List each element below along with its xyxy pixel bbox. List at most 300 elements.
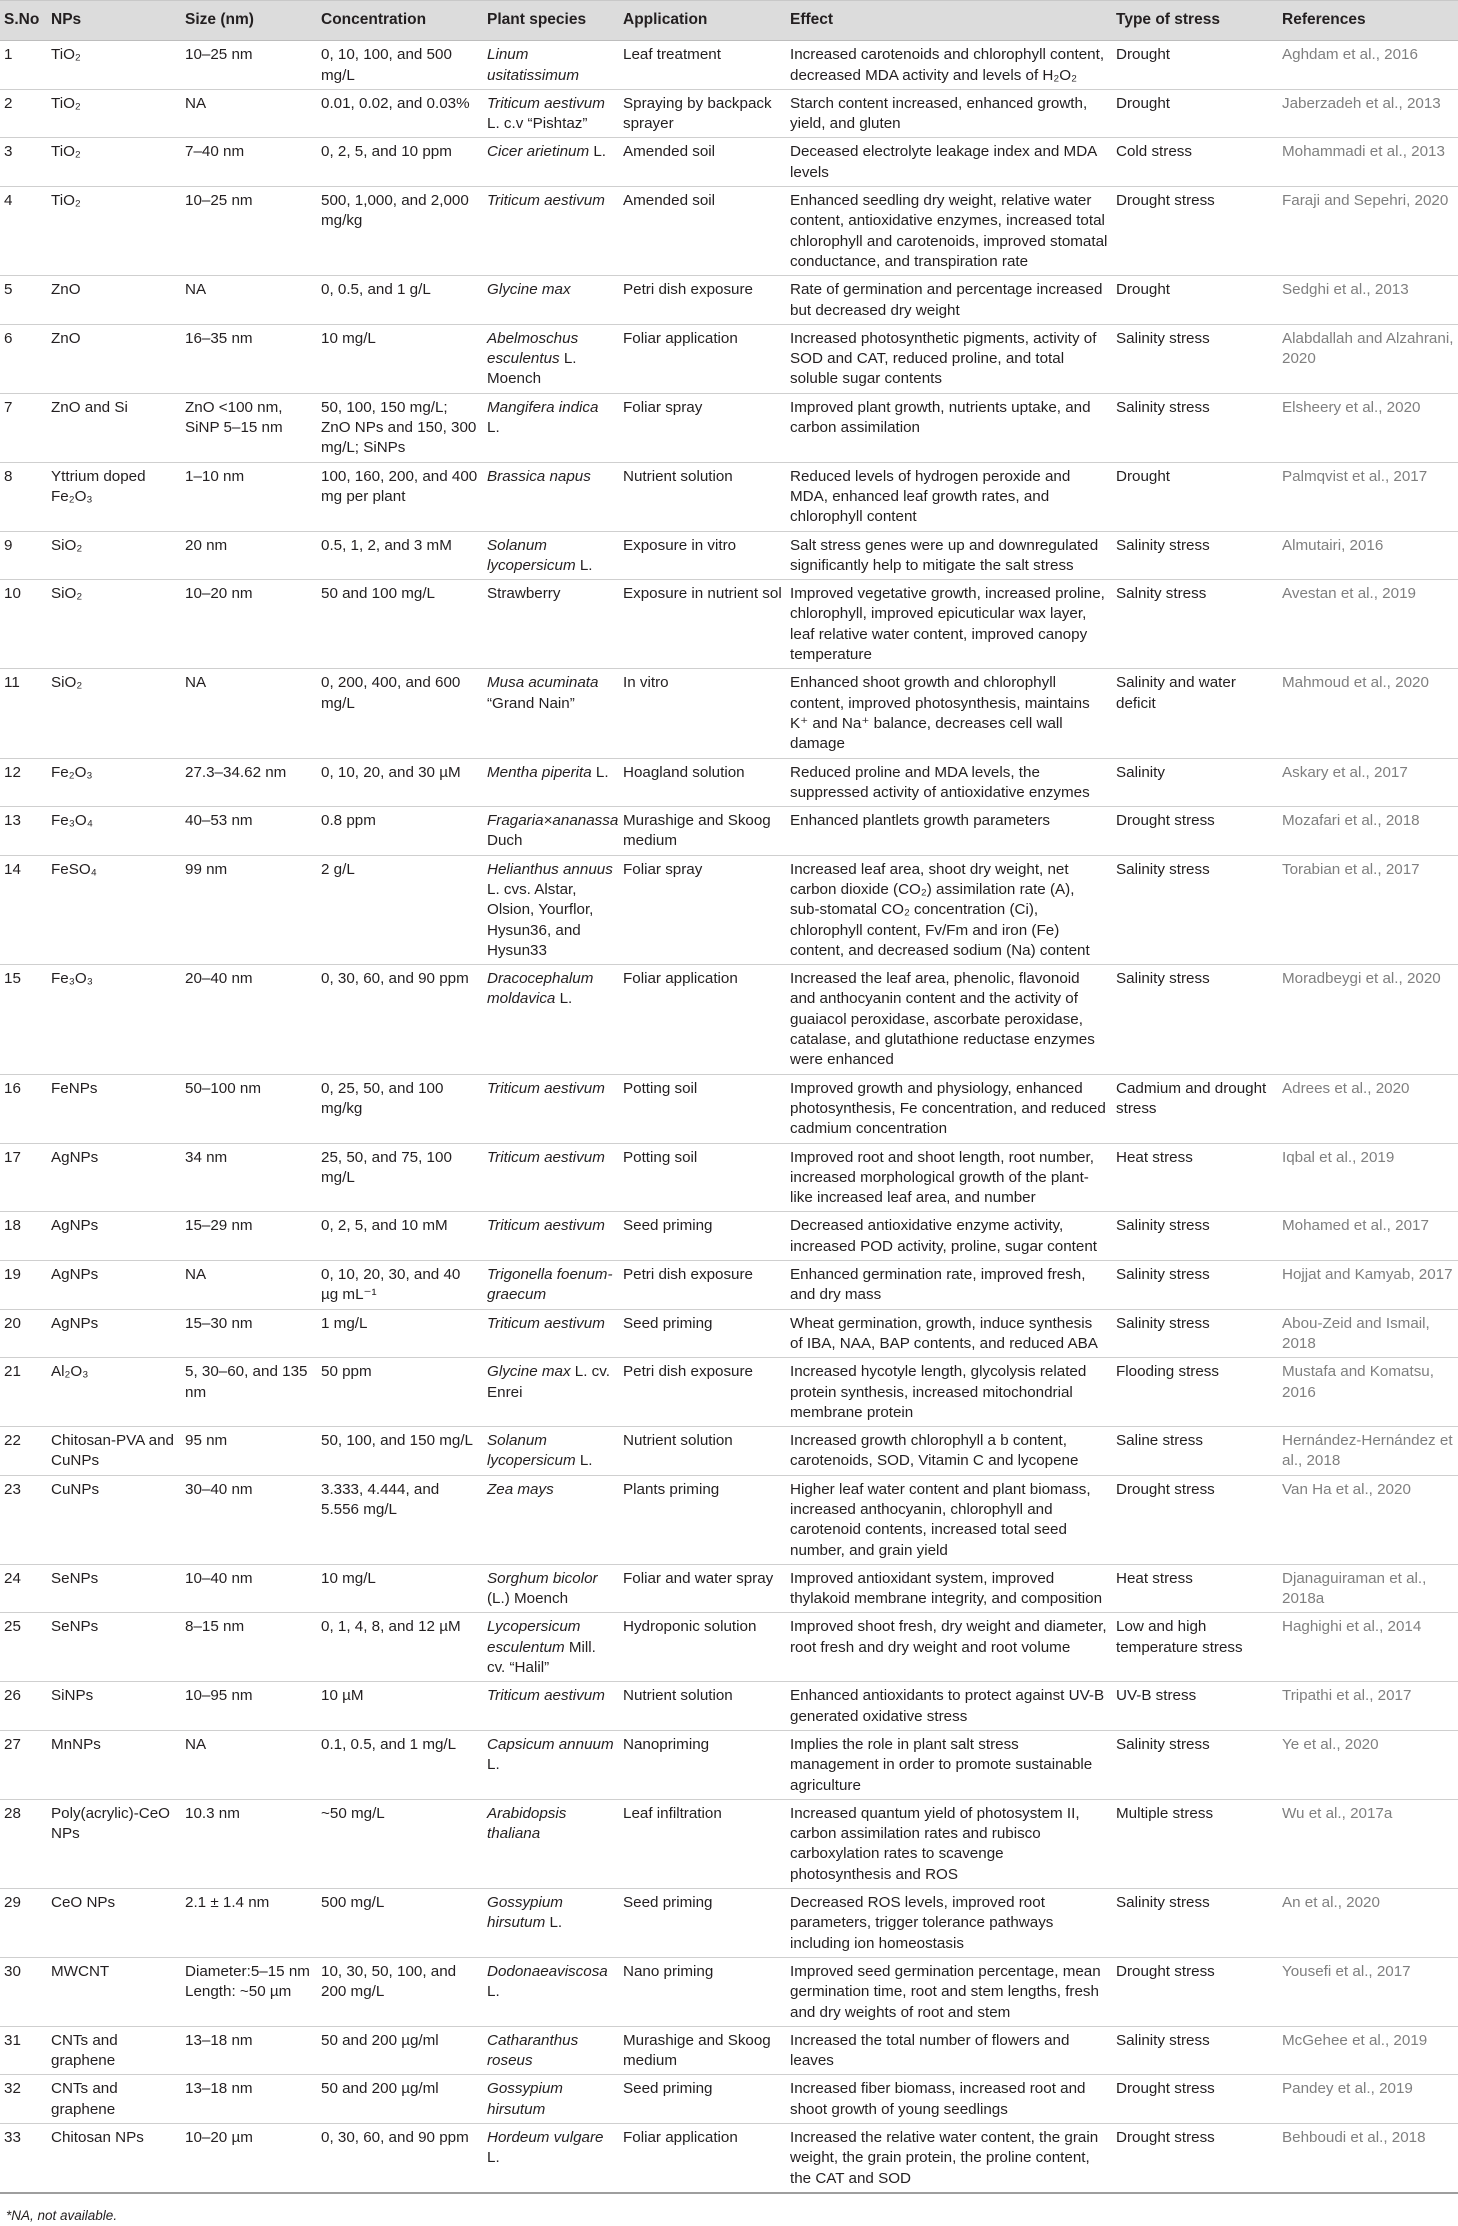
table-row: [0, 1143, 1458, 1212]
species-name: Gossypium hirsutum: [487, 1894, 563, 1932]
col-header-application: Application: [619, 1, 786, 41]
cell-size: 10.3 nm: [181, 1799, 317, 1888]
species-name: Abelmoschus esculentus: [487, 329, 579, 368]
species-name: Solanum lycopersicum: [487, 536, 576, 574]
cell-reference: Mustafa and Komatsu, 2016: [1278, 1358, 1458, 1427]
table-row: [0, 2075, 1458, 2124]
cell-reference: Yousefi et al., 2017: [1278, 1957, 1458, 2026]
cell-sno: 30: [0, 1957, 47, 2026]
species-name: Lycopersicum esculentum: [487, 1618, 581, 1656]
cell-size: 40–53 nm: [181, 807, 317, 856]
col-header-effect: Effect: [786, 1, 1112, 41]
table-body: [0, 41, 1458, 2193]
cell-concentration: 500 mg/L: [317, 1889, 483, 1958]
cell-reference: Hernández-Hernández et al., 2018: [1278, 1427, 1458, 1476]
cell-stress-type: Salinity stress: [1112, 2026, 1278, 2075]
species-name: Capsicum annuum: [487, 1735, 614, 1753]
cell-plant-species: [483, 276, 619, 325]
cell-application: Spraying by backpack sprayer: [619, 89, 786, 138]
cell-effect: Improved growth and physiology, enhanced photosynthesis, Fe concentration, and reduced cadmium concentration: [786, 1074, 1112, 1143]
cell-reference: Mozafari et al., 2018: [1278, 807, 1458, 856]
cell-stress-type: Flooding stress: [1112, 1358, 1278, 1427]
cell-sno: 2: [0, 89, 47, 138]
cell-concentration: 100, 160, 200, and 400 mg per plant: [317, 462, 483, 531]
table-row: [0, 1261, 1458, 1310]
cell-sno: 18: [0, 1212, 47, 1261]
cell-effect: Wheat germination, growth, induce synthesis of IBA, NAA, BAP contents, and reduced ABA: [786, 1309, 1112, 1358]
cell-reference: Faraji and Sepehri, 2020: [1278, 187, 1458, 276]
cell-concentration: 50, 100, and 150 mg/L: [317, 1427, 483, 1476]
table-row: [0, 531, 1458, 580]
table-row: [0, 1613, 1458, 1682]
species-qualifier: L.: [591, 763, 609, 781]
species-name: Glycine max: [487, 1363, 571, 1381]
cell-sno: 32: [0, 2075, 47, 2124]
species-name: Dracocephalum moldavica: [487, 970, 594, 1008]
cell-effect: Implies the role in plant salt stress management in order to promote sustainable agriculture: [786, 1730, 1112, 1799]
cell-stress-type: Salinity stress: [1112, 1889, 1278, 1958]
cell-sno: 7: [0, 393, 47, 462]
species-qualifier: L. cv. Enrei: [487, 1363, 610, 1401]
species-name: Triticum aestivum: [487, 192, 605, 210]
cell-plant-species: [483, 324, 619, 393]
cell-concentration: 0, 2, 5, and 10 ppm: [317, 138, 483, 187]
cell-reference: Tripathi et al., 2017: [1278, 1682, 1458, 1731]
cell-application: Seed priming: [619, 1309, 786, 1358]
cell-np: FeSO₄: [47, 855, 181, 964]
cell-concentration: 2 g/L: [317, 855, 483, 964]
table-row: [0, 1212, 1458, 1261]
cell-stress-type: Drought: [1112, 276, 1278, 325]
cell-reference: Abou-Zeid and Ismail, 2018: [1278, 1309, 1458, 1358]
cell-size: 8–15 nm: [181, 1613, 317, 1682]
cell-effect: Increased growth chlorophyll a b content, carotenoids, SOD, Vitamin C and lycopene: [786, 1427, 1112, 1476]
cell-concentration: 0, 30, 60, and 90 ppm: [317, 2124, 483, 2193]
cell-application: Plants priming: [619, 1475, 786, 1564]
cell-effect: Reduced levels of hydrogen peroxide and MDA, enhanced leaf growth rates, and chlorophyll content: [786, 462, 1112, 531]
cell-effect: Improved plant growth, nutrients uptake, and carbon assimilation: [786, 393, 1112, 462]
cell-np: MWCNT: [47, 1957, 181, 2026]
species-qualifier: L.: [545, 1914, 563, 1932]
cell-stress-type: Drought stress: [1112, 1957, 1278, 2026]
species-qualifier: Mill. cv. “Halil”: [487, 1638, 596, 1677]
species-qualifier: L.: [487, 1983, 500, 2001]
table-row: [0, 1427, 1458, 1476]
species-name: Cicer arietinum: [487, 143, 590, 161]
cell-sno: 14: [0, 855, 47, 964]
table-row: [0, 1730, 1458, 1799]
species-name: Triticum aestivum: [487, 1079, 605, 1097]
cell-plant-species: [483, 1261, 619, 1310]
cell-application: Exposure in nutrient sol: [619, 580, 786, 669]
cell-concentration: 0, 10, 20, 30, and 40 µg mL⁻¹: [317, 1261, 483, 1310]
cell-sno: 11: [0, 669, 47, 758]
cell-plant-species: [483, 758, 619, 807]
cell-sno: 17: [0, 1143, 47, 1212]
table-row: [0, 758, 1458, 807]
cell-stress-type: Drought stress: [1112, 2075, 1278, 2124]
cell-reference: Palmqvist et al., 2017: [1278, 462, 1458, 531]
cell-plant-species: [483, 1564, 619, 1613]
cell-plant-species: [483, 1427, 619, 1476]
cell-np: AgNPs: [47, 1143, 181, 1212]
species-qualifier: L.: [555, 990, 573, 1008]
table-row: [0, 2026, 1458, 2075]
cell-concentration: 10 mg/L: [317, 324, 483, 393]
table-row: [0, 1309, 1458, 1358]
cell-effect: Decreased ROS levels, improved root parameters, trigger tolerance pathways including ion homeostasis: [786, 1889, 1112, 1958]
cell-reference: Aghdam et al., 2016: [1278, 41, 1458, 90]
cell-effect: Increased the leaf area, phenolic, flavonoid and anthocyanin content and the activity of guaiacol peroxidase, ascorbate peroxidase, catalase, and glutathione reductase enzymes were enhanced: [786, 965, 1112, 1074]
cell-stress-type: Salinity stress: [1112, 1212, 1278, 1261]
cell-concentration: 25, 50, and 75, 100 mg/L: [317, 1143, 483, 1212]
cell-concentration: 10 µM: [317, 1682, 483, 1731]
cell-plant-species: [483, 1613, 619, 1682]
cell-application: Seed priming: [619, 1212, 786, 1261]
cell-plant-species: [483, 1143, 619, 1212]
cell-stress-type: Salinity stress: [1112, 531, 1278, 580]
species-qualifier: L.: [575, 1452, 593, 1470]
cell-stress-type: Salinity: [1112, 758, 1278, 807]
cell-application: Potting soil: [619, 1143, 786, 1212]
cell-np: Fe₃O₃: [47, 965, 181, 1074]
cell-plant-species: [483, 965, 619, 1074]
table-row: [0, 1799, 1458, 1888]
cell-np: Fe₃O₄: [47, 807, 181, 856]
cell-reference: Torabian et al., 2017: [1278, 855, 1458, 964]
cell-size: 20 nm: [181, 531, 317, 580]
cell-sno: 19: [0, 1261, 47, 1310]
cell-stress-type: Salinity stress: [1112, 1730, 1278, 1799]
cell-effect: Improved antioxidant system, improved thylakoid membrane integrity, and composition: [786, 1564, 1112, 1613]
cell-application: Nutrient solution: [619, 1427, 786, 1476]
cell-size: 5, 30–60, and 135 nm: [181, 1358, 317, 1427]
species-name: Catharanthus roseus: [487, 2031, 579, 2070]
species-qualifier: Strawberry: [487, 585, 561, 603]
cell-concentration: 0.01, 0.02, and 0.03%: [317, 89, 483, 138]
cell-stress-type: Salinity stress: [1112, 393, 1278, 462]
cell-stress-type: Drought stress: [1112, 1475, 1278, 1564]
cell-size: 10–25 nm: [181, 41, 317, 90]
col-header-nps: NPs: [47, 1, 181, 41]
species-qualifier: L.: [575, 556, 593, 574]
cell-application: Petri dish exposure: [619, 276, 786, 325]
cell-effect: Higher leaf water content and plant biomass, increased anthocyanin, chlorophyll and carotenoid contents, increased total seed number, and grain yield: [786, 1475, 1112, 1564]
cell-np: CeO NPs: [47, 1889, 181, 1958]
species-qualifier: L. cvs. Alstar, Olsion, Yourflor, Hysun36, and Hysun33: [487, 880, 594, 959]
cell-size: NA: [181, 1261, 317, 1310]
cell-sno: 29: [0, 1889, 47, 1958]
table-row: [0, 669, 1458, 758]
cell-effect: Rate of germination and percentage increased but decreased dry weight: [786, 276, 1112, 325]
cell-plant-species: [483, 669, 619, 758]
table-row: [0, 965, 1458, 1074]
cell-plant-species: [483, 2026, 619, 2075]
species-name: Arabidopsis thaliana: [487, 1804, 567, 1843]
cell-sno: 33: [0, 2124, 47, 2193]
cell-size: 15–29 nm: [181, 1212, 317, 1261]
cell-effect: Starch content increased, enhanced growth, yield, and gluten: [786, 89, 1112, 138]
cell-size: Diameter:5–15 nm Length: ~50 µm: [181, 1957, 317, 2026]
table-row: [0, 462, 1458, 531]
cell-application: In vitro: [619, 669, 786, 758]
col-header-sno: S.No: [0, 1, 47, 41]
cell-effect: Improved root and shoot length, root number, increased morphological growth of the plant-like increased leaf area, and number: [786, 1143, 1112, 1212]
cell-concentration: 50 ppm: [317, 1358, 483, 1427]
cell-np: CuNPs: [47, 1475, 181, 1564]
cell-effect: Deceased electrolyte leakage index and MDA levels: [786, 138, 1112, 187]
table-row: [0, 807, 1458, 856]
cell-concentration: 0, 10, 100, and 500 mg/L: [317, 41, 483, 90]
species-name: Sorghum bicolor: [487, 1569, 598, 1587]
species-qualifier: L.: [487, 2149, 500, 2167]
species-name: Gossypium hirsutum: [487, 2080, 563, 2118]
cell-size: NA: [181, 89, 317, 138]
table-row: [0, 1358, 1458, 1427]
cell-concentration: 50 and 200 µg/ml: [317, 2075, 483, 2124]
cell-application: Leaf infiltration: [619, 1799, 786, 1888]
col-header-references: References: [1278, 1, 1458, 41]
cell-application: Petri dish exposure: [619, 1261, 786, 1310]
cell-np: Chitosan NPs: [47, 2124, 181, 2193]
table-row: [0, 187, 1458, 276]
cell-application: Hoagland solution: [619, 758, 786, 807]
cell-stress-type: Salinity stress: [1112, 855, 1278, 964]
cell-effect: Improved seed germination percentage, mean germination time, root and stem lengths, fresh and dry weights of root and stem: [786, 1957, 1112, 2026]
cell-reference: McGehee et al., 2019: [1278, 2026, 1458, 2075]
cell-stress-type: Drought: [1112, 41, 1278, 90]
cell-size: ZnO <100 nm, SiNP 5–15 nm: [181, 393, 317, 462]
cell-size: 1–10 nm: [181, 462, 317, 531]
cell-concentration: 0, 30, 60, and 90 ppm: [317, 965, 483, 1074]
cell-concentration: 50 and 200 µg/ml: [317, 2026, 483, 2075]
species-qualifier: L. c.v “Pishtaz”: [487, 115, 588, 133]
table-row: [0, 1957, 1458, 2026]
cell-effect: Improved vegetative growth, increased proline, chlorophyll, improved epicuticular wax layer, leaf relative water content, improved canopy temperature: [786, 580, 1112, 669]
cell-np: ZnO: [47, 324, 181, 393]
cell-concentration: 0, 200, 400, and 600 mg/L: [317, 669, 483, 758]
cell-sno: 27: [0, 1730, 47, 1799]
cell-plant-species: [483, 1212, 619, 1261]
species-qualifier: L.: [487, 1756, 500, 1774]
cell-reference: Mahmoud et al., 2020: [1278, 669, 1458, 758]
cell-application: Foliar application: [619, 2124, 786, 2193]
cell-plant-species: [483, 1889, 619, 1958]
col-header-stress: Type of stress: [1112, 1, 1278, 41]
cell-application: Foliar application: [619, 324, 786, 393]
cell-concentration: 50, 100, 150 mg/L; ZnO NPs and 150, 300 mg/L; SiNPs: [317, 393, 483, 462]
cell-plant-species: [483, 1309, 619, 1358]
cell-sno: 10: [0, 580, 47, 669]
cell-stress-type: Salinity stress: [1112, 324, 1278, 393]
species-qualifier: L. Moench: [487, 350, 577, 388]
cell-reference: Askary et al., 2017: [1278, 758, 1458, 807]
cell-effect: Salt stress genes were up and downregulated significantly help to mitigate the salt stress: [786, 531, 1112, 580]
species-name: Solanum lycopersicum: [487, 1432, 576, 1470]
cell-sno: 24: [0, 1564, 47, 1613]
species-qualifier: Duch: [487, 832, 523, 850]
cell-reference: Djanaguiraman et al., 2018a: [1278, 1564, 1458, 1613]
cell-application: Amended soil: [619, 187, 786, 276]
cell-effect: Decreased antioxidative enzyme activity, increased POD activity, proline, sugar content: [786, 1212, 1112, 1261]
cell-np: FeNPs: [47, 1074, 181, 1143]
cell-np: CNTs and graphene: [47, 2075, 181, 2124]
cell-effect: Increased the relative water content, the grain weight, the grain protein, the proline content, the CAT and SOD: [786, 2124, 1112, 2193]
table-header-row: [0, 1, 1458, 41]
cell-plant-species: [483, 462, 619, 531]
cell-np: Chitosan-PVA and CuNPs: [47, 1427, 181, 1476]
cell-application: Nutrient solution: [619, 462, 786, 531]
species-name: Fragaria×ananassa: [487, 812, 619, 830]
cell-sno: 4: [0, 187, 47, 276]
species-qualifier: L.: [487, 419, 500, 437]
cell-np: SiO₂: [47, 531, 181, 580]
cell-stress-type: Salinity stress: [1112, 1309, 1278, 1358]
species-name: Mentha piperita: [487, 763, 592, 781]
cell-size: 2.1 ± 1.4 nm: [181, 1889, 317, 1958]
cell-np: TiO₂: [47, 89, 181, 138]
cell-reference: Almutairi, 2016: [1278, 531, 1458, 580]
cell-plant-species: [483, 187, 619, 276]
table-row: [0, 1074, 1458, 1143]
cell-reference: Avestan et al., 2019: [1278, 580, 1458, 669]
cell-stress-type: Drought stress: [1112, 187, 1278, 276]
cell-size: 34 nm: [181, 1143, 317, 1212]
cell-effect: Increased photosynthetic pigments, activity of SOD and CAT, reduced proline, and total soluble sugar contents: [786, 324, 1112, 393]
cell-stress-type: Low and high temperature stress: [1112, 1613, 1278, 1682]
species-name: Zea mays: [487, 1480, 554, 1498]
cell-reference: Hojjat and Kamyab, 2017: [1278, 1261, 1458, 1310]
species-qualifier: “Grand Nain”: [487, 694, 575, 712]
species-name: Trigonella foenum-graecum: [487, 1266, 613, 1304]
cell-stress-type: Multiple stress: [1112, 1799, 1278, 1888]
cell-stress-type: Drought: [1112, 462, 1278, 531]
cell-size: NA: [181, 1730, 317, 1799]
cell-np: ZnO: [47, 276, 181, 325]
cell-np: TiO₂: [47, 187, 181, 276]
cell-application: Petri dish exposure: [619, 1358, 786, 1427]
cell-stress-type: Salinity stress: [1112, 1261, 1278, 1310]
cell-np: Poly(acrylic)-CeO NPs: [47, 1799, 181, 1888]
species-name: Triticum aestivum: [487, 94, 605, 112]
cell-sno: 15: [0, 965, 47, 1074]
col-header-size: Size (nm): [181, 1, 317, 41]
cell-reference: Behboudi et al., 2018: [1278, 2124, 1458, 2193]
col-header-concentration: Concentration: [317, 1, 483, 41]
table-row: [0, 1564, 1458, 1613]
cell-plant-species: [483, 855, 619, 964]
species-name: Dodonaeaviscosa: [487, 1962, 608, 1980]
cell-reference: Mohammadi et al., 2013: [1278, 138, 1458, 187]
cell-sno: 22: [0, 1427, 47, 1476]
cell-size: 10–25 nm: [181, 187, 317, 276]
cell-reference: Jaberzadeh et al., 2013: [1278, 89, 1458, 138]
cell-application: Foliar and water spray: [619, 1564, 786, 1613]
cell-concentration: 0, 1, 4, 8, and 12 µM: [317, 1613, 483, 1682]
cell-concentration: 10, 30, 50, 100, and 200 mg/L: [317, 1957, 483, 2026]
cell-sno: 6: [0, 324, 47, 393]
cell-size: 16–35 nm: [181, 324, 317, 393]
table-row: [0, 89, 1458, 138]
cell-concentration: 3.333, 4.444, and 5.556 mg/L: [317, 1475, 483, 1564]
cell-concentration: 1 mg/L: [317, 1309, 483, 1358]
cell-np: AgNPs: [47, 1309, 181, 1358]
species-name: Glycine max: [487, 281, 571, 299]
cell-size: 13–18 nm: [181, 2026, 317, 2075]
cell-effect: Increased hycotyle length, glycolysis related protein synthesis, increased mitochondrial membrane protein: [786, 1358, 1112, 1427]
cell-application: Foliar application: [619, 965, 786, 1074]
cell-plant-species: [483, 393, 619, 462]
cell-reference: Elsheery et al., 2020: [1278, 393, 1458, 462]
cell-stress-type: UV-B stress: [1112, 1682, 1278, 1731]
cell-application: Potting soil: [619, 1074, 786, 1143]
cell-effect: Enhanced plantlets growth parameters: [786, 807, 1112, 856]
cell-sno: 1: [0, 41, 47, 90]
cell-size: 27.3–34.62 nm: [181, 758, 317, 807]
cell-sno: 21: [0, 1358, 47, 1427]
cell-effect: Increased fiber biomass, increased root and shoot growth of young seedlings: [786, 2075, 1112, 2124]
cell-effect: Increased carotenoids and chlorophyll content, decreased MDA activity and levels of H₂O₂: [786, 41, 1112, 90]
cell-reference: Pandey et al., 2019: [1278, 2075, 1458, 2124]
table-row: [0, 855, 1458, 964]
species-name: Triticum aestivum: [487, 1314, 605, 1332]
cell-size: 10–20 nm: [181, 580, 317, 669]
cell-sno: 28: [0, 1799, 47, 1888]
cell-size: NA: [181, 669, 317, 758]
cell-size: 50–100 nm: [181, 1074, 317, 1143]
cell-size: 20–40 nm: [181, 965, 317, 1074]
species-name: Triticum aestivum: [487, 1687, 605, 1705]
cell-stress-type: Drought stress: [1112, 2124, 1278, 2193]
cell-application: Foliar spray: [619, 855, 786, 964]
cell-concentration: 0, 10, 20, and 30 µM: [317, 758, 483, 807]
cell-plant-species: [483, 41, 619, 90]
cell-np: CNTs and graphene: [47, 2026, 181, 2075]
cell-reference: Mohamed et al., 2017: [1278, 1212, 1458, 1261]
cell-concentration: 50 and 100 mg/L: [317, 580, 483, 669]
cell-np: SeNPs: [47, 1564, 181, 1613]
cell-effect: Reduced proline and MDA levels, the suppressed activity of antioxidative enzymes: [786, 758, 1112, 807]
cell-sno: 12: [0, 758, 47, 807]
cell-plant-species: [483, 580, 619, 669]
cell-application: Seed priming: [619, 2075, 786, 2124]
cell-size: 95 nm: [181, 1427, 317, 1476]
cell-plant-species: [483, 89, 619, 138]
cell-reference: Van Ha et al., 2020: [1278, 1475, 1458, 1564]
cell-sno: 16: [0, 1074, 47, 1143]
cell-stress-type: Cadmium and drought stress: [1112, 1074, 1278, 1143]
cell-size: 30–40 nm: [181, 1475, 317, 1564]
species-name: Triticum aestivum: [487, 1217, 605, 1235]
species-name: Mangifera indica: [487, 398, 599, 416]
cell-effect: Increased the total number of flowers and leaves: [786, 2026, 1112, 2075]
cell-application: Nutrient solution: [619, 1682, 786, 1731]
cell-stress-type: Drought: [1112, 89, 1278, 138]
table-row: [0, 276, 1458, 325]
cell-plant-species: [483, 531, 619, 580]
cell-np: SiO₂: [47, 580, 181, 669]
cell-sno: 31: [0, 2026, 47, 2075]
cell-sno: 13: [0, 807, 47, 856]
cell-concentration: 0.5, 1, 2, and 3 mM: [317, 531, 483, 580]
table-row: [0, 324, 1458, 393]
cell-reference: Adrees et al., 2020: [1278, 1074, 1458, 1143]
table-row: [0, 1682, 1458, 1731]
cell-np: AgNPs: [47, 1212, 181, 1261]
cell-stress-type: Salnity stress: [1112, 580, 1278, 669]
cell-reference: Ye et al., 2020: [1278, 1730, 1458, 1799]
cell-sno: 9: [0, 531, 47, 580]
